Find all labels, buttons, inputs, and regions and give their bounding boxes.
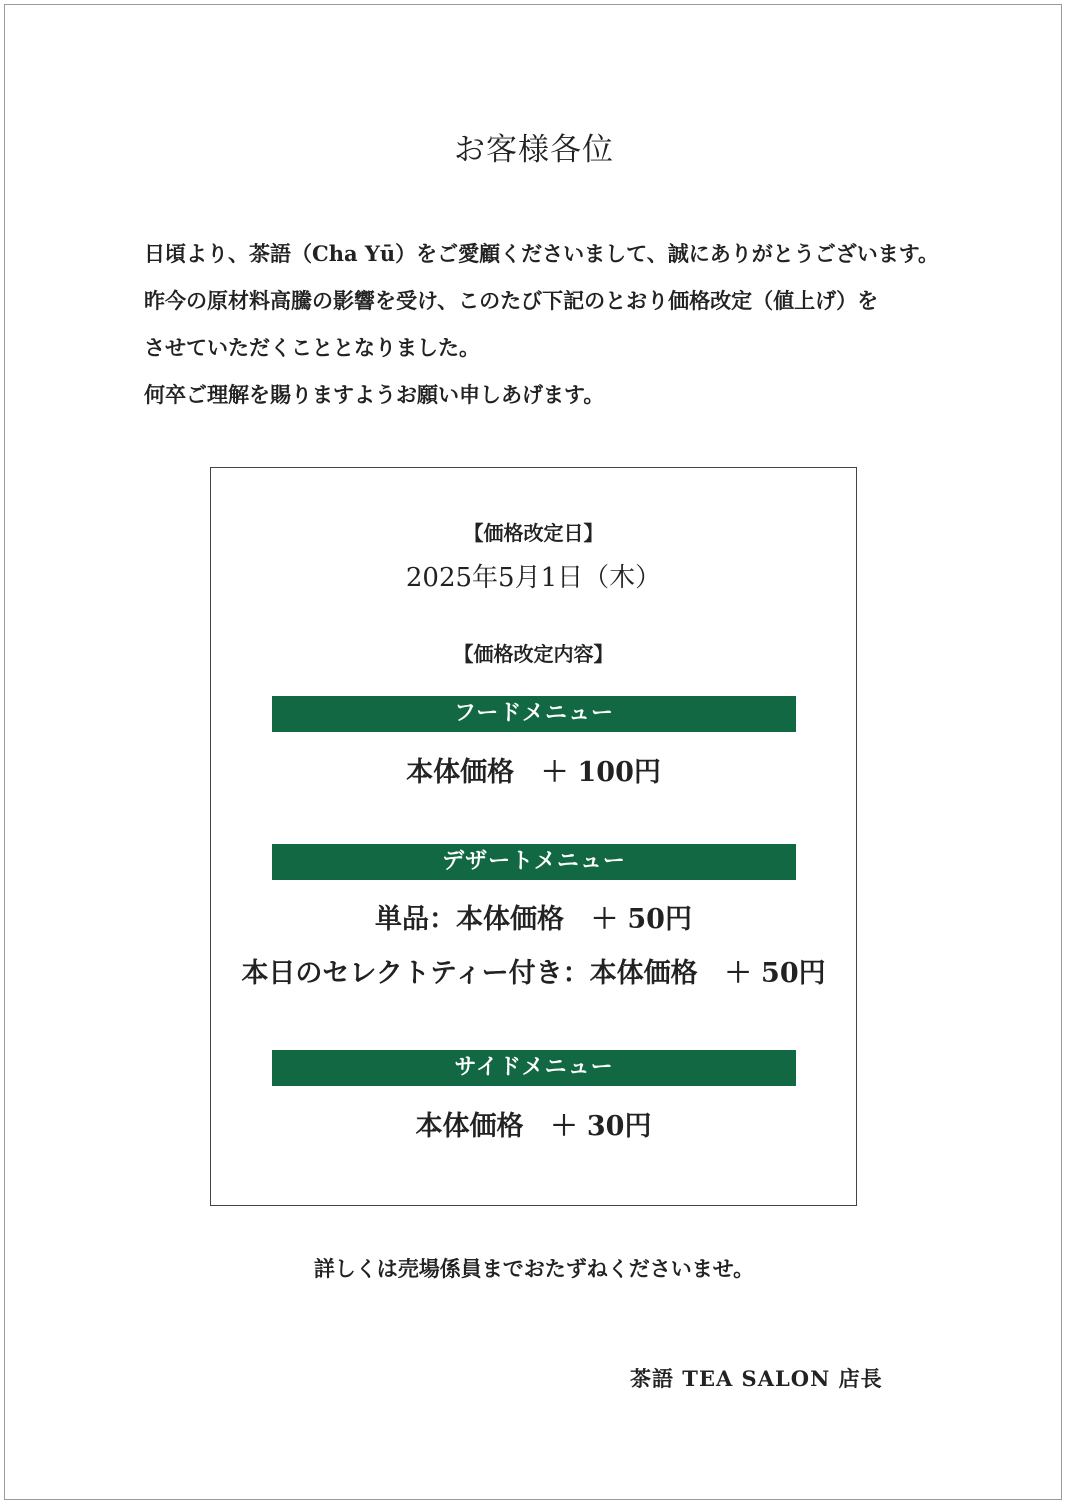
revision-date-label: 【価格改定日】 [463,521,604,545]
price-revision-box [210,467,857,1206]
page-title: お客様各位 [454,132,614,168]
dessert-menu-price-single: 単品：本体価格 ＋ 50円 [375,904,692,935]
intro-line: 日頃より、茶語（Cha Yū）をご愛顧くださいまして、誠にありがとうございます。 [144,241,940,266]
intro-paragraph [144,230,964,418]
food-menu-price: 本体価格 ＋ 100円 [406,757,661,788]
revision-content-label: 【価格改定内容】 [453,642,614,666]
footer-note: 詳しくは売場係員までおたずねくださいませ。 [313,1256,755,1281]
dessert-menu-bar: デザートメニュー [272,844,796,880]
signature: 茶語 TEA SALON 店長 [630,1366,883,1391]
revision-date-value: 2025年5月1日（木） [405,563,662,593]
dessert-menu-price-set: 本日のセレクトティー付き：本体価格 ＋ 50円 [241,958,826,989]
intro-line: 何卒ご理解を賜りますようお願い申しあげます。 [144,382,605,407]
food-menu-bar: フードメニュー [272,696,796,732]
intro-line: させていただくこととなりました。 [144,335,480,360]
intro-line: 昨今の原材料高騰の影響を受け、このたび下記のとおり価格改定（値上げ）を [144,288,879,313]
side-menu-bar: サイドメニュー [272,1050,796,1086]
side-menu-price: 本体価格 ＋ 30円 [415,1111,652,1142]
